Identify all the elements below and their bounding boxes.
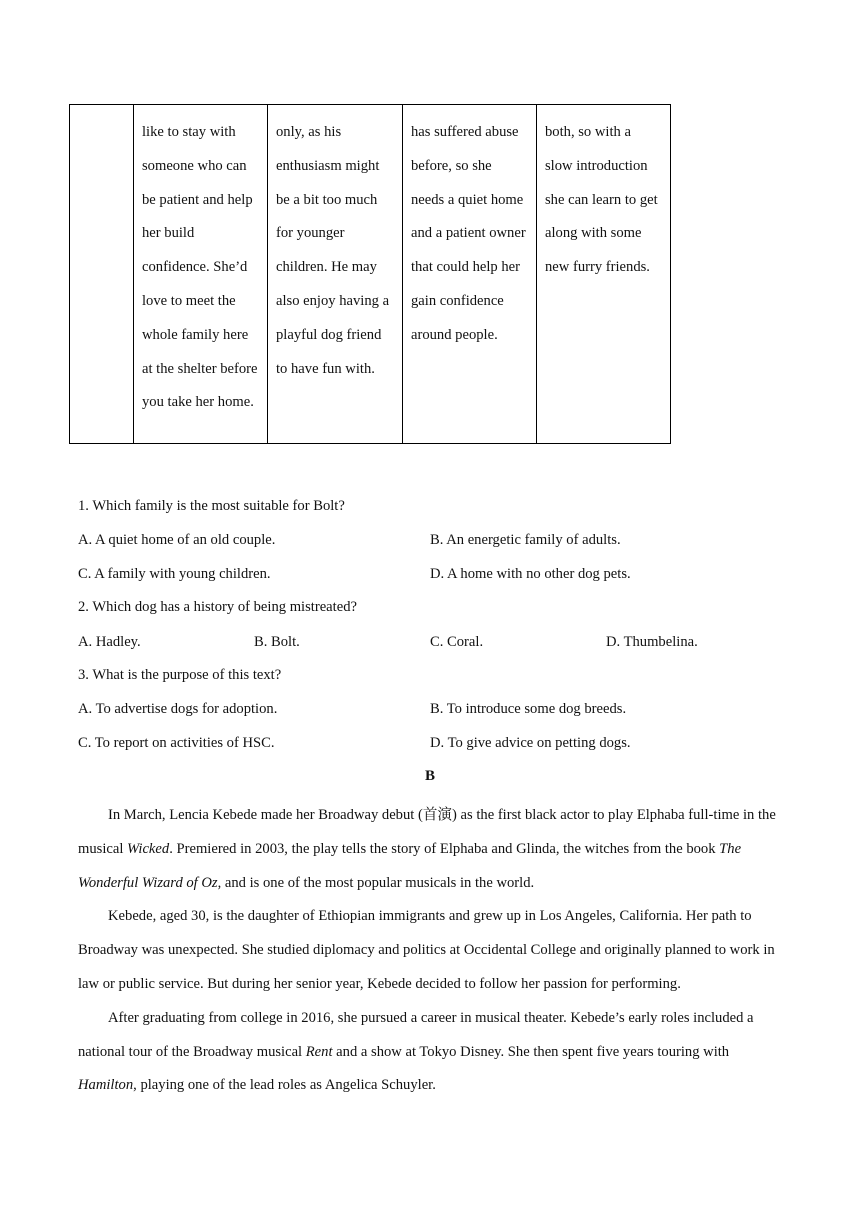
question-3-stem: 3. What is the purpose of this text? bbox=[78, 667, 282, 683]
title-rent: Rent bbox=[305, 1043, 333, 1060]
passage-b bbox=[78, 799, 784, 1103]
table-cell-dog-4: both, so with a slow introduction she can learn to get along with some new furry friends. bbox=[537, 105, 671, 444]
question-3-option-b: B. To introduce some dog breeds. bbox=[430, 701, 627, 717]
question-2-option-d: D. Thumbelina. bbox=[606, 634, 698, 650]
question-2-option-b: B. Bolt. bbox=[254, 634, 300, 650]
question-3-option-d: D. To give advice on petting dogs. bbox=[430, 735, 631, 751]
table-cell-dog-2: only, as his enthusiasm might be a bit too much for younger children. He may also enjoy having a playful dog friend to have fun with. bbox=[268, 105, 403, 444]
table-cell-dog-3: has suffered abuse before, so she needs a quiet home and a patient owner that could help her gain confidence around people. bbox=[403, 105, 537, 444]
passage-paragraph-3 bbox=[78, 1002, 784, 1103]
paragraph-text: , and is one of the most popular musicals in the world. bbox=[217, 874, 535, 891]
paragraph-text: and a show at Tokyo Disney. She then spent five years touring with bbox=[332, 1043, 730, 1060]
passage-paragraph-2: Kebede, aged 30, is the daughter of Ethiopian immigrants and grew up in Los Angeles, California. Her path to Broadway was unexpected. She studied diplomacy and politics at Occidental College and originally planned to work in law or public service. But during her senior year, Kebede decided to follow her passion for performing. bbox=[78, 908, 775, 992]
question-1-option-a: A. A quiet home of an old couple. bbox=[78, 532, 276, 548]
question-2-stem: 2. Which dog has a history of being mistreated? bbox=[78, 599, 357, 615]
title-hamilton: Hamilton bbox=[78, 1077, 134, 1094]
question-2-option-c: C. Coral. bbox=[430, 634, 484, 650]
dog-info-table bbox=[69, 104, 671, 444]
table-row bbox=[70, 105, 671, 444]
table-cell-label bbox=[70, 105, 134, 444]
paragraph-text: . Premiered in 2003, the play tells the story of Elphaba and Glinda, the witches from the book bbox=[169, 840, 720, 857]
question-1-option-b: B. An energetic family of adults. bbox=[430, 532, 621, 548]
question-3-option-c: C. To report on activities of HSC. bbox=[78, 735, 275, 751]
passage-paragraph-1 bbox=[78, 799, 784, 900]
question-1-option-c: C. A family with young children. bbox=[78, 566, 271, 582]
title-wicked: Wicked bbox=[127, 840, 170, 857]
paragraph-text: In March, Lencia Kebede made her Broadway debut (首演) as the first black actor to play Elphaba full-time in the musical bbox=[78, 807, 776, 857]
section-heading: B bbox=[424, 768, 435, 784]
paragraph-text: , playing one of the lead roles as Angelica Schuyler. bbox=[133, 1077, 436, 1094]
paragraph-text: After graduating from college in 2016, she pursued a career in musical theater. Kebede’s early roles included a national tour of the Broadway musical bbox=[78, 1009, 754, 1060]
question-3-option-a: A. To advertise dogs for adoption. bbox=[78, 701, 278, 717]
table-cell-dog-1: like to stay with someone who can be patient and help her build confidence. She’d love to meet the whole family here at the shelter before you take her home. bbox=[134, 105, 268, 444]
question-1-option-d: D. A home with no other dog pets. bbox=[430, 566, 631, 582]
title-wonderful-wizard-of-oz: The Wonderful Wizard of Oz bbox=[78, 840, 742, 891]
question-2-option-a: A. Hadley. bbox=[78, 634, 141, 650]
question-1-stem: 1. Which family is the most suitable for Bolt? bbox=[78, 498, 345, 514]
